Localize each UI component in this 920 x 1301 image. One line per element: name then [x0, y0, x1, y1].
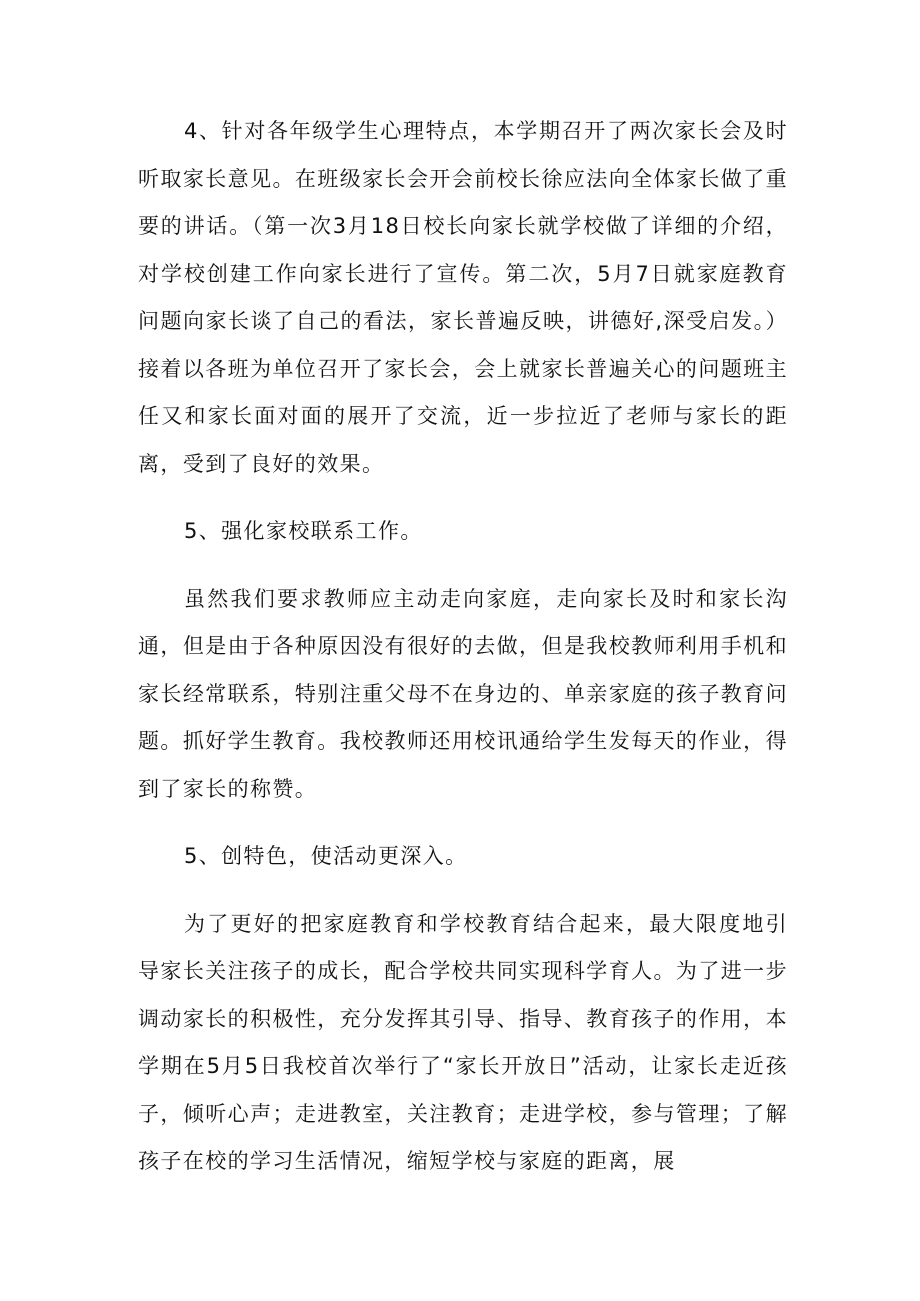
paragraph-open-day: 为了更好的把家庭教育和学校教育结合起来，最大限度地引导家长关注孩子的成长，配合学校共同实现科学育人。为了进一步调动家长的积极性，充分发挥其引导、指导、教育孩子的作用，本学期在5月5日我校首次举行了“家长开放日”活动，让家长走近孩子，倾听心声；走进教室，关注教育；走进学校，参与管理；了解孩子在校的学习生活情况，缩短学校与家庭的距离，展 — [138, 911, 788, 1173]
heading-home-school-contact: 5、强化家校联系工作。 — [184, 519, 423, 543]
heading-special-activities: 5、创特色，使活动更深入。 — [184, 844, 468, 868]
paragraph-parent-meetings: 4、针对各年级学生心理特点，本学期召开了两次家长会及时听取家长意见。在班级家长会开会前校长徐应法向全体家长做了重要的讲话。（第一次3月18日校长向家长就学校做了详细的介绍，对学校创建工作向家长进行了宣传。第二次，5月7日就家庭教育问题向家长谈了自己的看法，家长普遍反映，讲德好,深受启发。）接着以各班为单位召开了家长会，会上就家长普遍关心的问题班主任又和家长面对面的展开了交流，近一步拉近了老师与家长的距离，受到了良好的效果。 — [138, 119, 788, 476]
paragraph-teacher-contact: 虽然我们要求教师应主动走向家庭，走向家长及时和家长沟通，但是由于各种原因没有很好的去做，但是我校教师利用手机和家长经常联系，特别注重父母不在身边的、单亲家庭的孩子教育问题。抓好学生教育。我校教师还用校讯通给学生发每天的作业，得到了家长的称赞。 — [138, 586, 788, 801]
document-body — [138, 108, 788, 1186]
